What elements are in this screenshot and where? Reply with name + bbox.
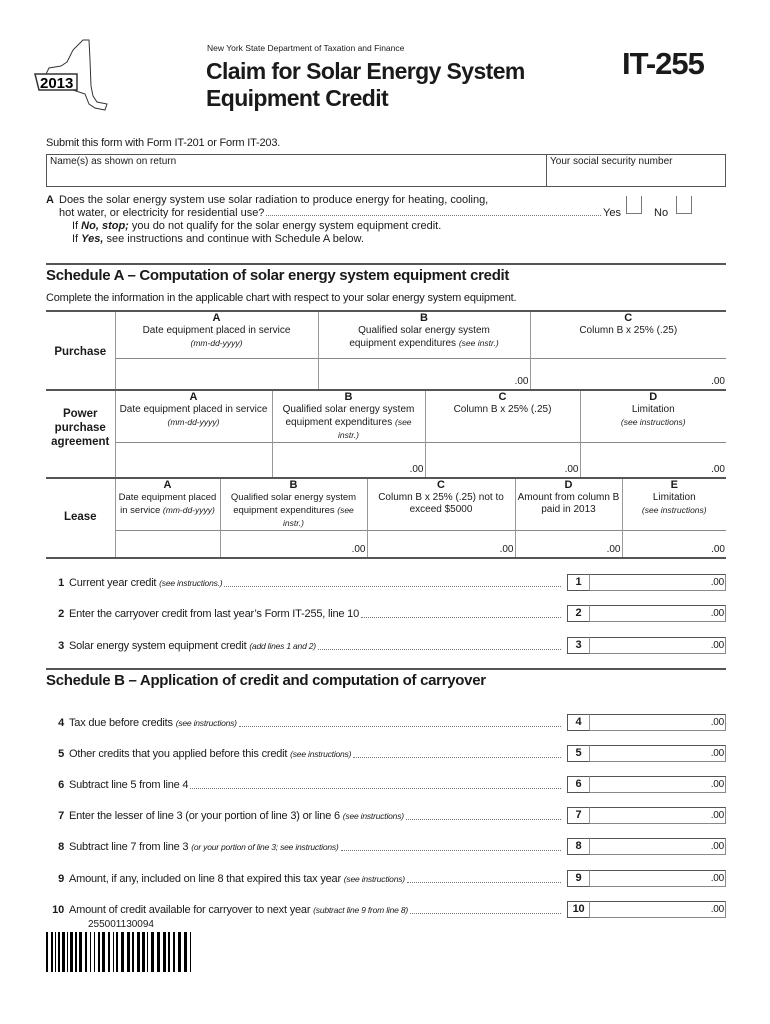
barcode-bar (163, 932, 166, 972)
purchase-col-b-header: B Qualified solar energy system equipment expenditures (see instr.) (318, 311, 530, 358)
line-number: 5 (58, 747, 64, 760)
lease-col-d-header: D Amount from column B paid in 2013 (515, 478, 622, 531)
barcode-bar (108, 932, 110, 972)
line-5-amount-input[interactable]: .00 (590, 745, 726, 762)
question-line2: hot water, or electricity for residential use? (59, 207, 265, 219)
line-number: 9 (58, 872, 64, 885)
barcode-bar (46, 932, 48, 972)
barcode-bar (151, 932, 154, 972)
line-number: 2 (58, 607, 64, 620)
lease-table (46, 477, 726, 560)
barcode-bar (98, 932, 100, 972)
divider (46, 263, 726, 265)
form-title-line1: Claim for Solar Energy System (206, 58, 525, 84)
no-label: No (654, 207, 669, 219)
purchase-col-c-header: C Column B x 25% (.25) (530, 311, 726, 358)
line-text: Other credits that you applied before this credit (see instructions) (69, 747, 352, 760)
line-10-amount-input[interactable]: .00 (590, 901, 726, 918)
line-text: Solar energy system equipment credit (add lines 1 and 2) (69, 639, 316, 652)
lease-col-e-header: E Limitation (see instructions) (622, 478, 726, 531)
power-purchase-table (46, 389, 726, 477)
purchase-table (46, 310, 726, 389)
ppa-col-a-header: A Date equipment placed in service (mm-dd-yyyy) (115, 390, 272, 443)
line-8 (46, 838, 726, 855)
barcode-bar (147, 932, 148, 972)
line-text: Amount of credit available for carryover to next year (subtract line 9 from line 8) (69, 903, 408, 916)
lease-paid-input[interactable]: .00 (515, 530, 622, 558)
line-number: 4 (58, 716, 64, 729)
barcode-bar (121, 932, 124, 972)
barcode-bar (90, 932, 91, 972)
line-7-amount-input[interactable]: .00 (590, 807, 726, 824)
line-text: Enter the lesser of line 3 (or your portion of line 3) or line 6 (see instructions) (69, 809, 404, 822)
ppa-date-input[interactable] (115, 443, 272, 477)
barcode-bar (168, 932, 170, 972)
lease-col-a-header: A Date equipment placed in service (mm-dd-yyyy) (115, 478, 220, 531)
question-letter: A (46, 194, 54, 206)
ssn-field[interactable] (547, 155, 725, 186)
barcode-bar (85, 932, 87, 972)
barcode-bar (184, 932, 187, 972)
lease-credit-input[interactable]: .00 (367, 530, 515, 558)
line-10 (46, 901, 726, 918)
barcode-bar (142, 932, 145, 972)
line-box-number: 7 (567, 807, 590, 824)
barcode-bar (67, 932, 68, 972)
schedule-a-title: Schedule A – Computation of solar energy system equipment credit (46, 267, 510, 284)
line-number: 8 (58, 840, 64, 853)
line-number: 3 (58, 639, 64, 652)
ppa-expenditures-input[interactable]: .00 (272, 443, 425, 477)
lease-col-b-header: B Qualified solar energy system equipment expenditures (see instr.) (220, 478, 367, 531)
dot-leader (190, 780, 561, 789)
name-field-label: Name(s) as shown on return (50, 156, 177, 167)
line-7 (46, 807, 726, 824)
name-field[interactable] (47, 155, 547, 186)
line-box-number: 9 (567, 870, 590, 887)
taxpayer-info-box (46, 154, 726, 187)
line-2 (46, 605, 726, 622)
line-4 (46, 714, 726, 731)
ppa-col-d-header: D Limitation (see instructions) (580, 390, 726, 443)
barcode-bar (75, 932, 77, 972)
barcode-bar (79, 932, 82, 972)
if-yes-note: If Yes, see instructions and continue with Schedule A below. (72, 233, 364, 245)
dot-leader (361, 609, 561, 618)
barcode-number: 255001130094 (88, 919, 154, 930)
purchase-expenditures-input[interactable]: .00 (318, 358, 530, 389)
submit-note: Submit this form with Form IT-201 or Form IT-203. (46, 137, 281, 149)
line-text: Amount, if any, included on line 8 that expired this tax year (see instructions) (69, 872, 405, 885)
line-number: 7 (58, 809, 64, 822)
barcode-bar (70, 932, 73, 972)
line-4-amount-input[interactable]: .00 (590, 714, 726, 731)
ssn-field-label: Your social security number (550, 156, 673, 167)
line-5 (46, 745, 726, 762)
barcode-bar (62, 932, 65, 972)
line-2-amount-input[interactable]: .00 (590, 605, 726, 622)
dot-leader (410, 905, 561, 914)
dot-leader (353, 749, 561, 758)
dot-leader (406, 811, 561, 820)
yes-label: Yes (603, 207, 621, 219)
line-box-number: 5 (567, 745, 590, 762)
barcode-bar (58, 932, 60, 972)
purchase-date-input[interactable] (115, 358, 318, 389)
ppa-credit-input[interactable]: .00 (425, 443, 580, 477)
barcode (46, 932, 196, 972)
barcode-bar (132, 932, 134, 972)
barcode-bar (102, 932, 105, 972)
barcode-bar (51, 932, 53, 972)
ppa-limitation-input[interactable]: .00 (580, 443, 726, 477)
barcode-bar (178, 932, 181, 972)
line-box-number: 4 (567, 714, 590, 731)
purchase-credit-input[interactable]: .00 (530, 358, 726, 389)
dot-leader (318, 641, 561, 650)
divider (46, 668, 726, 670)
schedule-a-charts (46, 310, 726, 559)
dot-leader (224, 578, 561, 587)
line-box-number: 1 (567, 574, 590, 591)
line-text: Current year credit (see instructions.) (69, 576, 223, 589)
lease-col-c-header: C Column B x 25% (.25) not to exceed $5000 (367, 478, 515, 531)
question-line1: Does the solar energy system use solar radiation to produce energy for heating, cooling, (59, 194, 489, 206)
form-title (206, 58, 525, 112)
schedule-b-title: Schedule B – Application of credit and computation of carryover (46, 672, 486, 689)
line-box-number: 8 (567, 838, 590, 855)
purchase-label: Purchase (54, 346, 107, 358)
line-8-amount-input[interactable]: .00 (590, 838, 726, 855)
line-text: Tax due before credits (see instructions) (69, 716, 237, 729)
line-6-amount-input[interactable]: .00 (590, 776, 726, 793)
line-9-amount-input[interactable]: .00 (590, 870, 726, 887)
line-number: 10 (52, 903, 64, 916)
barcode-bar (113, 932, 114, 972)
barcode-bar (157, 932, 160, 972)
schedule-a-intro: Complete the information in the applicable chart with respect to your solar energy system equipment. (46, 292, 517, 304)
purchase-col-a-header: A Date equipment placed in service (mm-dd-yyyy) (115, 311, 318, 358)
lease-expenditures-input[interactable]: .00 (220, 530, 367, 558)
line-1 (46, 574, 726, 591)
line-number: 1 (58, 576, 64, 589)
line-1-amount-input[interactable]: .00 (590, 574, 726, 591)
question-a (46, 194, 736, 246)
barcode-bar (190, 932, 191, 972)
line-3-amount-input[interactable]: .00 (590, 637, 726, 654)
form-title-line2: Equipment Credit (206, 85, 389, 111)
ny-state-map-icon (33, 38, 118, 114)
if-no-note: If No, stop; you do not qualify for the solar energy system equipment credit. (72, 220, 442, 232)
lease-label: Lease (63, 510, 97, 523)
lease-limitation-input[interactable]: .00 (622, 530, 726, 558)
no-checkbox[interactable] (676, 196, 692, 214)
line-box-number: 10 (567, 901, 590, 918)
ppa-label: Power purchase agreement (51, 408, 110, 448)
line-3 (46, 637, 726, 654)
year-label: 2013 (40, 75, 74, 92)
lease-date-input[interactable] (115, 530, 220, 558)
form-number: IT-255 (622, 46, 704, 81)
ppa-col-b-header: B Qualified solar energy system equipment expenditures (see instr.) (272, 390, 425, 443)
line-box-number: 2 (567, 605, 590, 622)
line-text: Subtract line 5 from line 4 (69, 778, 189, 791)
barcode-bar (55, 932, 56, 972)
barcode-bar (116, 932, 118, 972)
dot-leader (239, 718, 561, 727)
barcode-bar (137, 932, 140, 972)
line-text: Subtract line 7 from line 3 (or your portion of line 3; see instructions) (69, 840, 339, 853)
line-9 (46, 870, 726, 887)
ppa-col-c-header: C Column B x 25% (.25) (425, 390, 580, 443)
barcode-bar (127, 932, 130, 972)
barcode-bar (94, 932, 95, 972)
agency-name: New York State Department of Taxation and Finance (207, 43, 405, 53)
line-box-number: 3 (567, 637, 590, 654)
line-number: 6 (58, 778, 64, 791)
dot-leader (341, 842, 561, 851)
dot-leader (407, 874, 561, 883)
line-6 (46, 776, 726, 793)
line-text: Enter the carryover credit from last year’s Form IT-255, line 10 (69, 607, 360, 620)
yes-checkbox[interactable] (626, 196, 642, 214)
line-box-number: 6 (567, 776, 590, 793)
barcode-bar (173, 932, 175, 972)
